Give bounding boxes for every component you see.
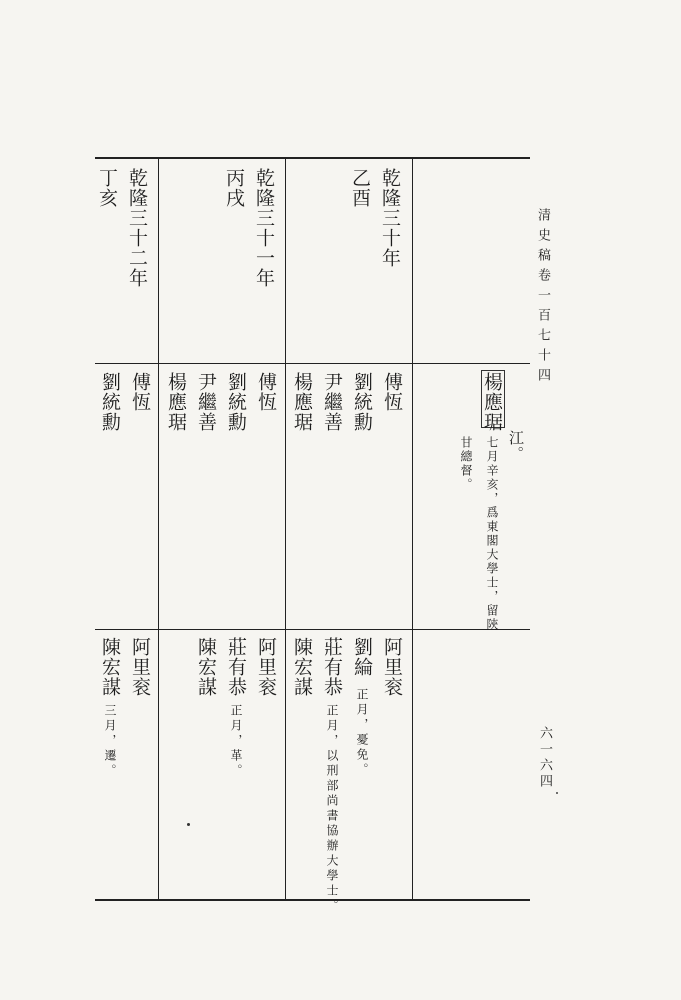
- 1767-lower-1: 陳宏謀: [99, 637, 121, 697]
- table-rule-row1: [95, 363, 530, 364]
- 1766-upper-0: 傅恆: [255, 372, 277, 412]
- 1765-lower-1-note: 正月，憂免。: [355, 688, 369, 778]
- 1767-upper-1: 劉統勳: [99, 372, 121, 432]
- 1765-lower-2-note: 正月，以刑部尚書協辦大學士。: [325, 704, 339, 914]
- year-heading-1766: 乾隆三十一年: [253, 168, 275, 288]
- column-divider-3: [158, 157, 159, 900]
- prev-tail-text: 江。: [507, 430, 525, 462]
- year-heading-1767: 乾隆三十二年: [126, 168, 148, 288]
- page-number: 六一六四: [537, 726, 552, 790]
- 1767-upper-0: 傅恆: [129, 372, 151, 412]
- 1765-lower-2: 莊有恭: [321, 637, 343, 697]
- 1765-upper-0: 傅恆: [381, 372, 403, 412]
- prev-note-line1: 七月辛亥，爲東閣大學士，留陝: [485, 436, 499, 632]
- table-top-rule: [95, 157, 530, 159]
- ink-speck: [556, 792, 558, 794]
- 1767-lower-1-note: 三月，遷。: [103, 704, 117, 779]
- 1765-upper-1: 劉統勳: [351, 372, 373, 432]
- 1765-upper-3: 楊應琚: [291, 372, 313, 432]
- running-title: 清史稿卷一百七十四: [535, 208, 550, 388]
- 1766-upper-2: 尹繼善: [195, 372, 217, 432]
- 1766-lower-1-note: 正月，革。: [229, 704, 243, 779]
- 1766-lower-1: 莊有恭: [225, 637, 247, 697]
- 1766-lower-2: 陳宏謀: [195, 637, 217, 697]
- column-divider-1: [412, 157, 413, 900]
- 1766-upper-1: 劉統勳: [225, 372, 247, 432]
- prev-note-line2: 甘總督。: [459, 436, 473, 492]
- table-rule-row2: [95, 629, 530, 630]
- 1765-upper-2: 尹繼善: [321, 372, 343, 432]
- 1766-lower-0: 阿里衮: [255, 637, 277, 697]
- ganzhi-1765: 乙酉: [349, 168, 371, 208]
- ganzhi-1766: 丙戌: [223, 168, 245, 208]
- table-bottom-rule: [95, 899, 530, 901]
- 1765-lower-3: 陳宏謀: [291, 637, 313, 697]
- ink-speck: [187, 823, 190, 826]
- prev-name-yang-yingju: 楊應琚: [481, 372, 503, 432]
- 1767-lower-0: 阿里衮: [129, 637, 151, 697]
- 1765-lower-1: 劉綸: [351, 637, 373, 677]
- 1765-lower-0: 阿里衮: [381, 637, 403, 697]
- 1766-upper-3: 楊應琚: [165, 372, 187, 432]
- column-divider-2: [285, 157, 286, 900]
- year-heading-1765: 乾隆三十年: [379, 168, 401, 268]
- ganzhi-1767: 丁亥: [96, 168, 118, 208]
